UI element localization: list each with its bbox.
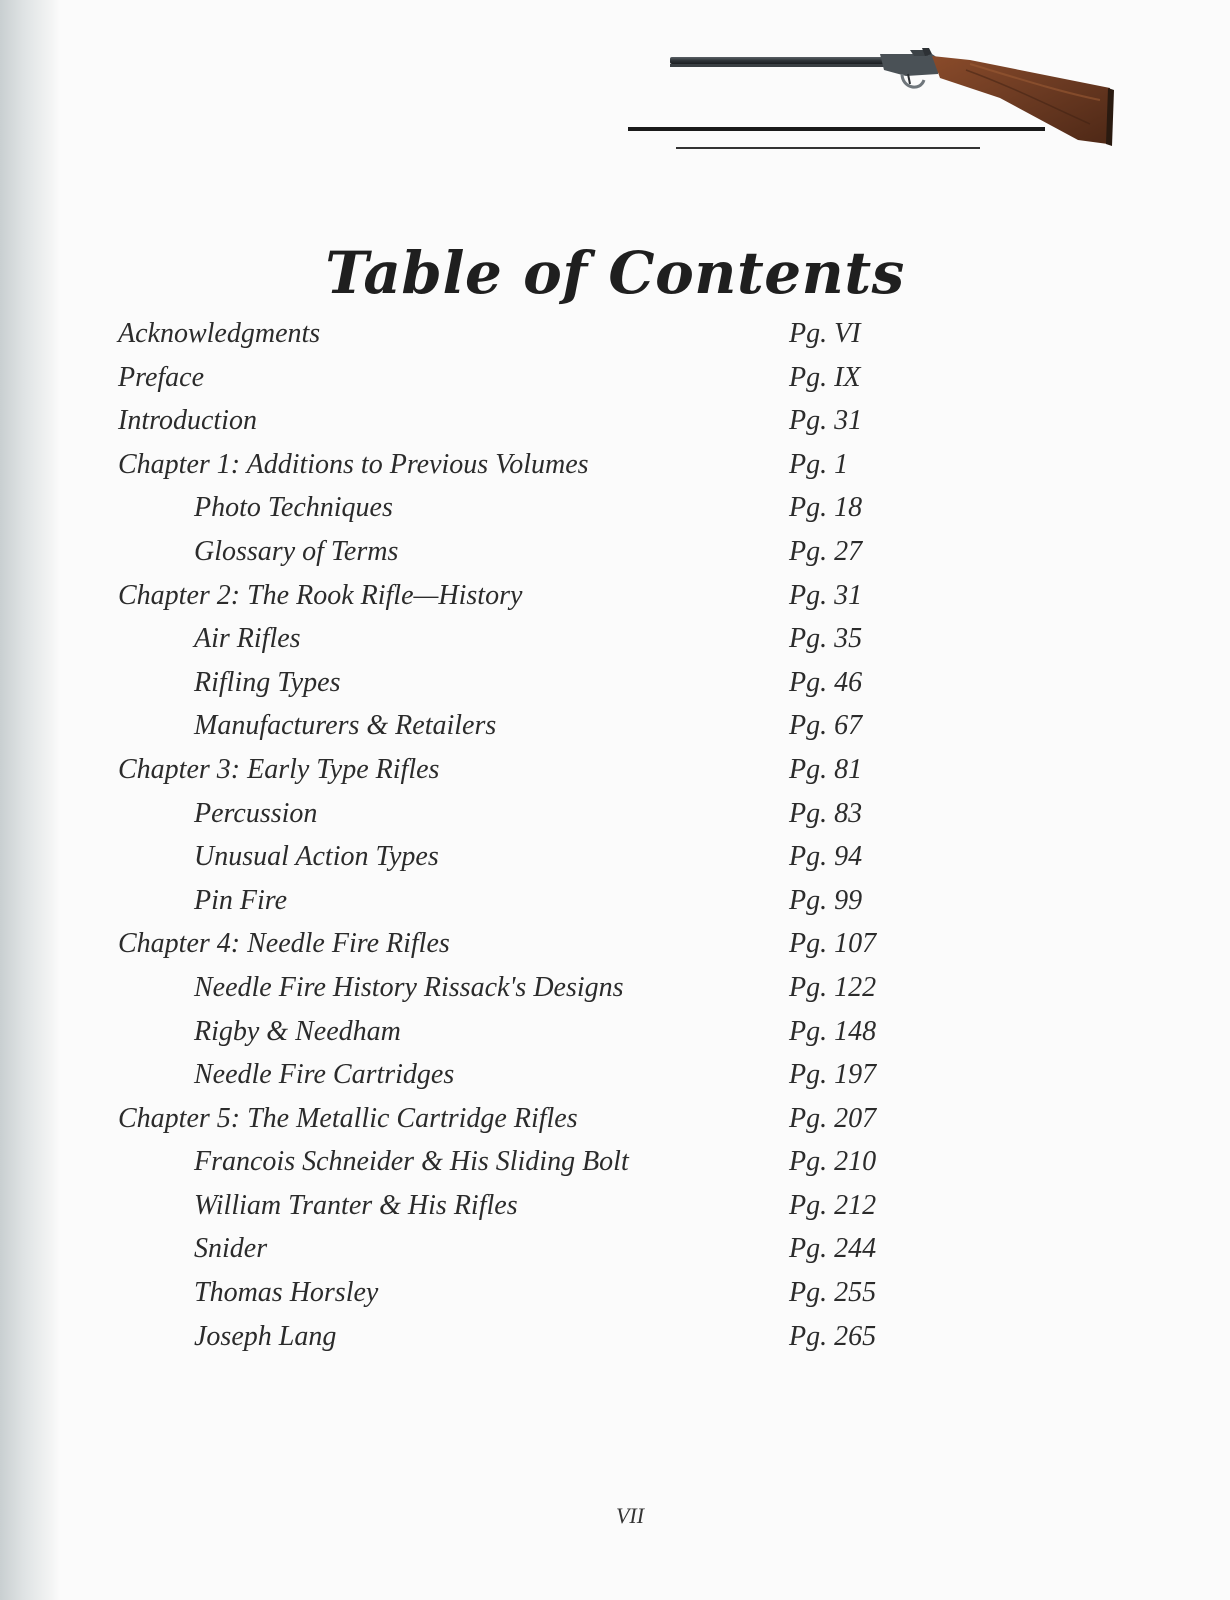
toc-page-ref: Pg. 27 [789, 535, 863, 567]
toc-subentry [118, 530, 1018, 574]
toc-entry-title: Chapter 4: Needle Fire Rifles [118, 928, 450, 960]
toc-subentry [118, 661, 1018, 705]
toc-entry-title: Preface [118, 361, 205, 393]
rifle-illustration [670, 48, 1120, 158]
toc-page-ref: Pg. IX [789, 361, 861, 393]
toc-page-ref: Pg. 67 [789, 710, 863, 742]
toc-entry-title: Air Rifles [194, 623, 301, 655]
toc-subentry [118, 966, 1018, 1010]
toc-entry-title: Needle Fire History Rissack's Designs [194, 971, 624, 1003]
toc-page-ref: Pg. 210 [789, 1146, 877, 1178]
toc-entry [118, 399, 1018, 443]
toc-entry [118, 1097, 1018, 1141]
toc-page-ref: Pg. 244 [789, 1233, 877, 1265]
toc-entry-title: Pin Fire [194, 884, 288, 916]
toc-page-ref: Pg. 107 [789, 928, 877, 960]
toc-subentry [118, 1053, 1018, 1097]
toc-subentry [118, 792, 1018, 836]
toc-entry [118, 574, 1018, 618]
toc-entry-title: Photo Techniques [194, 492, 393, 524]
toc-entry-title: Glossary of Terms [194, 535, 399, 567]
toc-entry-title: Snider [194, 1233, 268, 1265]
toc-subentry [118, 1271, 1018, 1315]
toc-page-ref: Pg. 99 [789, 884, 863, 916]
toc-page-ref: Pg. VI [789, 318, 861, 349]
toc-entry-title: William Tranter & His Rifles [194, 1189, 518, 1221]
toc-page-ref: Pg. 255 [789, 1277, 877, 1309]
toc-entry-title: Chapter 5: The Metallic Cartridge Rifles [118, 1102, 578, 1134]
toc-page-ref: Pg. 81 [789, 753, 863, 785]
toc-entry-title: Unusual Action Types [194, 841, 439, 873]
toc-page-ref: Pg. 83 [789, 797, 863, 829]
toc-page-ref: Pg. 122 [789, 971, 877, 1003]
toc-subentry [118, 617, 1018, 661]
toc-page-ref: Pg. 265 [789, 1320, 877, 1352]
toc-entry-title: Introduction [118, 405, 257, 437]
toc-page-ref: Pg. 35 [789, 623, 863, 655]
toc-entry-title: Percussion [194, 797, 318, 829]
toc-page-ref: Pg. 18 [789, 492, 863, 524]
toc-page-ref: Pg. 148 [789, 1015, 877, 1047]
toc-page-ref: Pg. 94 [789, 841, 863, 873]
toc-subentry [118, 704, 1018, 748]
toc-entry [118, 922, 1018, 966]
toc-entry-title: Rigby & Needham [194, 1015, 401, 1047]
toc-entry-title: Thomas Horsley [194, 1277, 379, 1309]
toc-page-ref: Pg. 197 [789, 1059, 877, 1091]
toc-entry-title: Rifling Types [194, 666, 341, 698]
toc-subentry [118, 1140, 1018, 1184]
toc-page-ref: Pg. 31 [789, 405, 863, 437]
page-number: VII [615, 1503, 645, 1528]
toc-entry-title: Acknowledgments [118, 318, 321, 349]
toc-entry-title: Francois Schneider & His Sliding Bolt [194, 1146, 629, 1178]
toc-subentry [118, 1227, 1018, 1271]
header-rule-thick [628, 127, 1045, 131]
toc-entry-title: Chapter 2: The Rook Rifle—History [118, 579, 523, 611]
toc-entry [118, 443, 1018, 487]
toc-entry-title: Chapter 3: Early Type Rifles [118, 753, 440, 785]
toc-subentry [118, 879, 1018, 923]
toc-page-ref: Pg. 31 [789, 579, 863, 611]
toc-entry-title: Needle Fire Cartridges [194, 1059, 455, 1091]
toc-page-ref: Pg. 1 [789, 448, 849, 480]
toc-page-ref: Pg. 46 [789, 666, 863, 698]
toc-entry-title: Chapter 1: Additions to Previous Volumes [118, 448, 589, 480]
table-of-contents [118, 312, 1018, 1358]
toc-entry [118, 748, 1018, 792]
toc-entry [118, 312, 1018, 356]
toc-entry-title: Manufacturers & Retailers [194, 710, 497, 742]
toc-subentry [118, 1010, 1018, 1054]
toc-subentry [118, 486, 1018, 530]
toc-subentry [118, 1184, 1018, 1228]
toc-subentry [118, 835, 1018, 879]
header-rule-thin [676, 147, 980, 149]
toc-entry [118, 356, 1018, 400]
toc-entry-title: Joseph Lang [194, 1320, 337, 1352]
toc-page-ref: Pg. 207 [789, 1102, 877, 1134]
toc-page-ref: Pg. 212 [789, 1189, 877, 1221]
toc-subentry [118, 1315, 1018, 1359]
page-title: Table of Contents [325, 238, 905, 307]
